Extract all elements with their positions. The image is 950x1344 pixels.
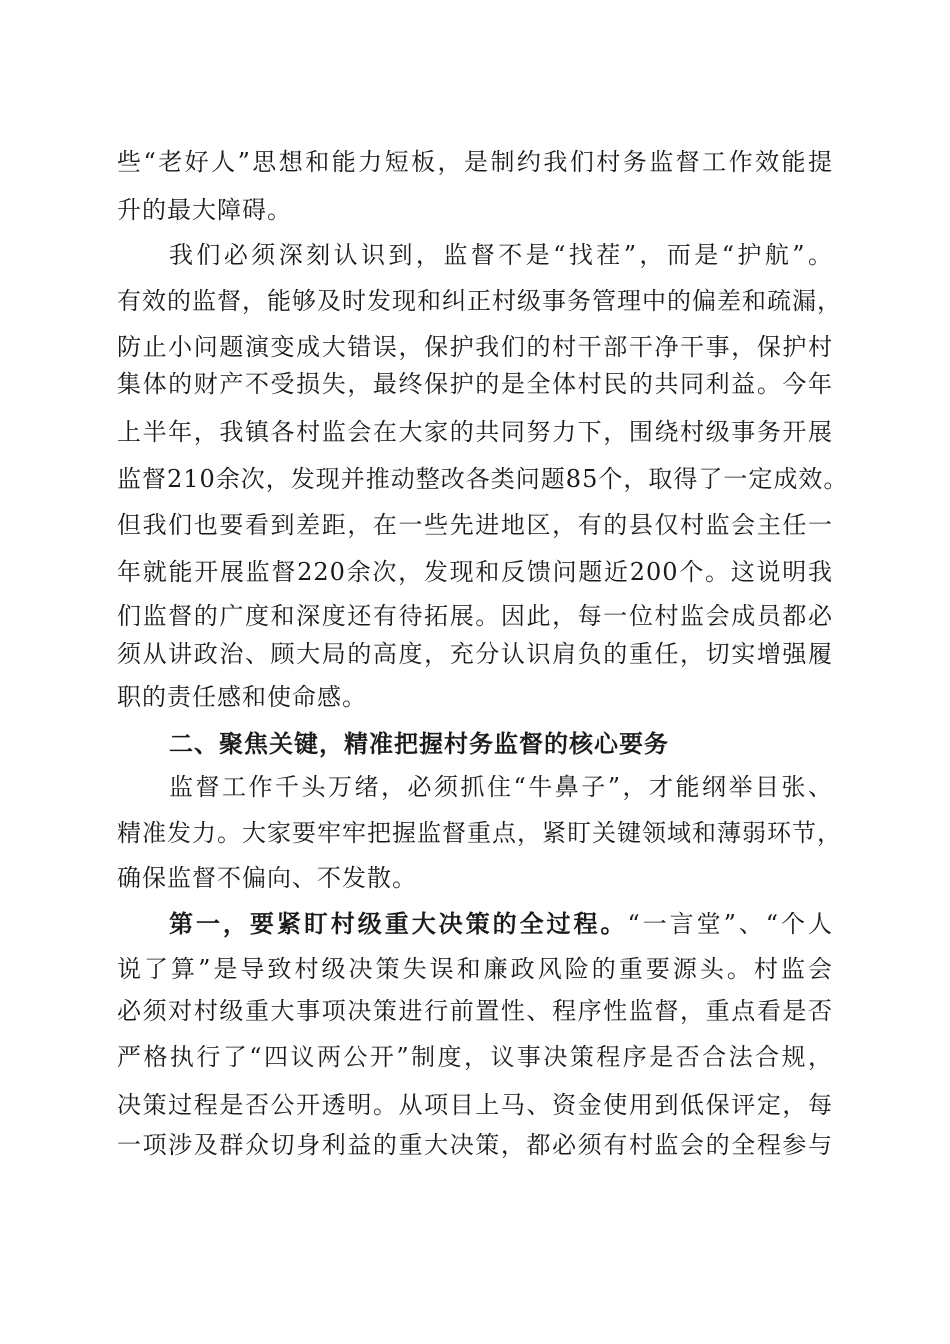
paragraph-line: 但我们也要看到差距，在一些先进地区，有的县仅村监会主任一 xyxy=(117,511,833,539)
paragraph-line: 职的责任感和使命感。 xyxy=(117,683,367,711)
paragraph-lead-line xyxy=(169,901,833,947)
paragraph-line: 必须对村级重大事项决策进行前置性、程序性监督，重点看是否 xyxy=(117,997,833,1025)
paragraph-line: 些“老好人”思想和能力短板，是制约我们村务监督工作效能提 xyxy=(117,148,833,176)
paragraph-line: 确保监督不偏向、不发散。 xyxy=(117,864,417,892)
section-heading: 二、聚焦关键，精准把握村务监督的核心要务 xyxy=(169,730,669,758)
paragraph-line: 我们必须深刻认识到，监督不是“找茬”，而是“护航”。 xyxy=(169,241,833,269)
lead-bold-text: 第一，要紧盯村级重大决策的全过程。 xyxy=(169,909,628,938)
paragraph-line: 集体的财产不受损失，最终保护的是全体村民的共同利益。今年 xyxy=(117,370,833,398)
paragraph-line: 上半年，我镇各村监会在大家的共同努力下，围绕村级事务开展 xyxy=(117,418,833,446)
lead-rest-text: “一言堂”、“个人 xyxy=(627,910,834,938)
paragraph-line: 监督工作千头万绪，必须抓住“牛鼻子”，才能纲举目张、 xyxy=(169,773,833,801)
paragraph-line: 们监督的广度和深度还有待拓展。因此，每一位村监会成员都必 xyxy=(117,602,833,630)
paragraph-line: 有效的监督，能够及时发现和纠正村级事务管理中的偏差和疏漏， xyxy=(117,287,842,315)
paragraph-line: 年就能开展监督220余次，发现和反馈问题近200个。这说明我 xyxy=(117,558,833,586)
paragraph-line: 升的最大障碍。 xyxy=(117,196,292,224)
paragraph-line: 严格执行了“四议两公开”制度，议事决策程序是否合法合规， xyxy=(117,1043,833,1071)
paragraph-line: 一项涉及群众切身利益的重大决策，都必须有村监会的全程参与 xyxy=(117,1131,833,1159)
paragraph-line: 决策过程是否公开透明。从项目上马、资金使用到低保评定，每 xyxy=(117,1091,833,1119)
paragraph-line: 防止小问题演变成大错误，保护我们的村干部干净干事，保护村 xyxy=(117,333,833,361)
paragraph-line: 说了算”是导致村级决策失误和廉政风险的重要源头。村监会 xyxy=(117,955,833,983)
paragraph-line: 监督210余次，发现并推动整改各类问题85个，取得了一定成效。 xyxy=(117,465,849,493)
paragraph-line: 须从讲政治、顾大局的高度，充分认识肩负的重任，切实增强履 xyxy=(117,640,833,668)
paragraph-line: 精准发力。大家要牢牢把握监督重点，紧盯关键领域和薄弱环节， xyxy=(117,819,842,847)
